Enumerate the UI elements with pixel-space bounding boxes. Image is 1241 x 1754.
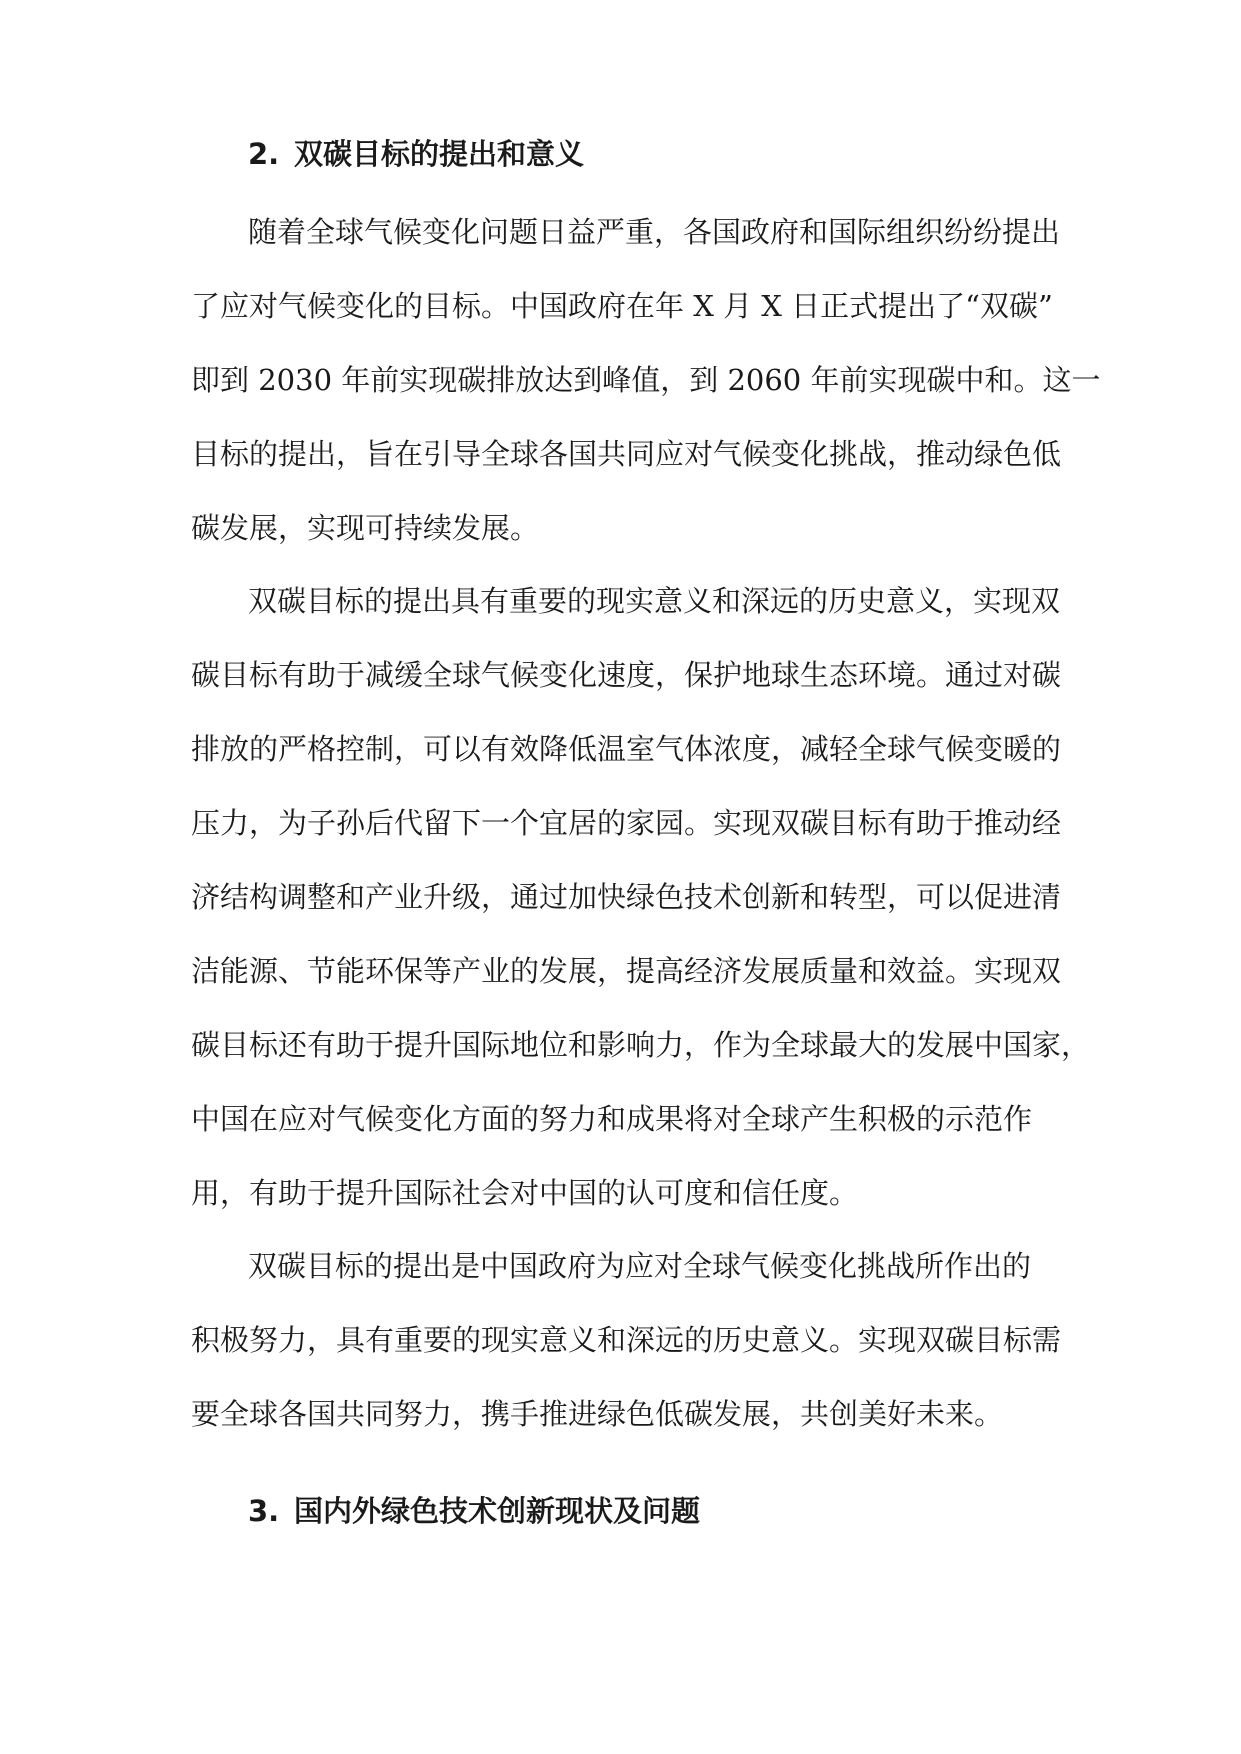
paragraph-line: 碳目标有助于减缓全球气候变化速度，保护地球生态环境。通过对碳: [191, 658, 1062, 692]
section-number: 2.: [248, 137, 280, 171]
paragraph-line: 双碳目标的提出是中国政府为应对全球气候变化挑战所作出的: [248, 1249, 1032, 1283]
paragraph-line: 排放的严格控制，可以有效降低温室气体浓度，减轻全球气候变暖的: [191, 732, 1062, 766]
paragraph-1: [191, 195, 1101, 565]
section-heading-3: [248, 1493, 700, 1529]
paragraph-line: 即到 2030 年前实现碳排放达到峰值，到 2060 年前实现碳中和。这一: [191, 363, 1101, 397]
section-heading-2: [248, 136, 584, 172]
paragraph-3: [191, 1229, 1062, 1451]
paragraph-line: 要全球各国共同努力，携手推进绿色低碳发展，共创美好未来。: [191, 1397, 1004, 1431]
paragraph-line: 中国在应对气候变化方面的努力和成果将对全球产生积极的示范作: [191, 1102, 1033, 1136]
section-number: 3.: [248, 1494, 280, 1528]
paragraph-line: 积极努力，具有重要的现实意义和深远的历史意义。实现双碳目标需: [191, 1323, 1062, 1357]
paragraph-line: 济结构调整和产业升级，通过加快绿色技术创新和转型，可以促进清: [191, 880, 1062, 914]
paragraph-line: 双碳目标的提出具有重要的现实意义和深远的历史意义，实现双: [248, 584, 1061, 618]
paragraph-line: 目标的提出，旨在引导全球各国共同应对气候变化挑战，推动绿色低: [191, 437, 1062, 471]
paragraph-line: 随着全球气候变化问题日益严重，各国政府和国际组织纷纷提出: [248, 215, 1061, 249]
section-title: 国内外绿色技术创新现状及问题: [294, 1494, 701, 1528]
paragraph-line: 压力，为子孙后代留下一个宜居的家园。实现双碳目标有助于推动经: [191, 806, 1062, 840]
paragraph-line: 了应对气候变化的目标。中国政府在年 X 月 X 日正式提出了“双碳”: [191, 289, 1053, 323]
paragraph-line: 碳发展，实现可持续发展。: [191, 511, 540, 545]
paragraph-2: [191, 564, 1091, 1230]
paragraph-line: 洁能源、节能环保等产业的发展，提高经济发展质量和效益。实现双: [191, 954, 1062, 988]
paragraph-line: 用，有助于提升国际社会对中国的认可度和信任度。: [191, 1176, 859, 1210]
paragraph-line: 碳目标还有助于提升国际地位和影响力，作为全球最大的发展中国家，: [191, 1028, 1091, 1062]
section-title: 双碳目标的提出和意义: [294, 137, 585, 171]
